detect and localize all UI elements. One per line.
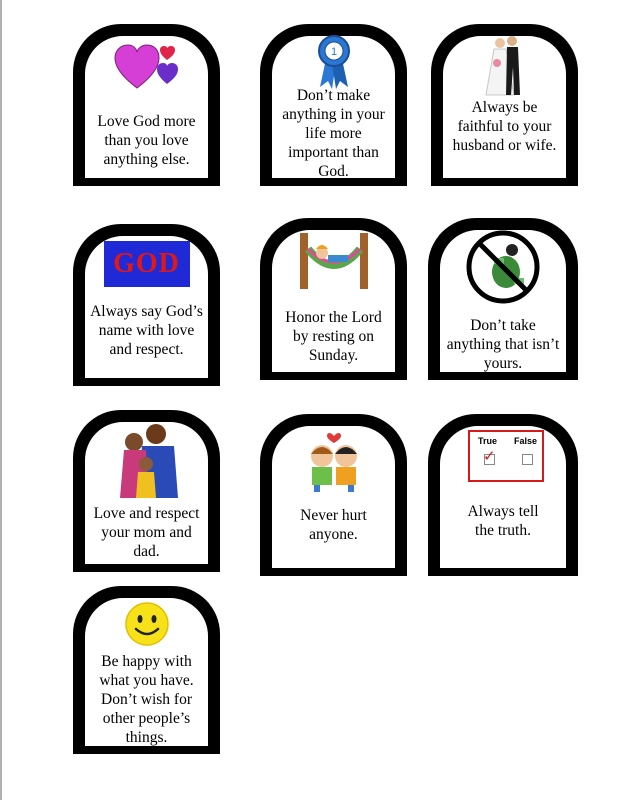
card-text: Love God more than you love anything else. <box>97 113 196 168</box>
true-label: True <box>478 436 498 446</box>
card-text: Never hurt anyone. <box>300 507 367 543</box>
family-icon <box>112 420 182 500</box>
card-text: Always be faithful to your husband or wife. <box>452 99 557 154</box>
god-sign-icon <box>104 241 190 287</box>
commandment-card-6 <box>428 218 578 380</box>
commandment-card-10 <box>73 586 220 754</box>
true-false-icon <box>468 430 544 482</box>
card-text: Love and respect your mom and dad. <box>93 505 200 560</box>
no-stealing-icon <box>464 228 542 306</box>
smiley-icon <box>124 601 170 647</box>
card-text: Always tell the truth. <box>467 503 539 539</box>
false-label: False <box>514 436 538 446</box>
ribbon-number: 1 <box>330 46 337 58</box>
card-text: Don’t make anything in your life more important than God. <box>282 87 385 180</box>
card-text: Honor the Lord by resting on Sunday. <box>285 309 382 364</box>
friends-icon <box>296 426 372 492</box>
commandment-card-5 <box>260 218 407 380</box>
check-mark-icon: ✓ <box>483 448 496 465</box>
commandment-card-9 <box>428 414 578 576</box>
god-sign-text: GOD <box>113 248 180 279</box>
commandment-card-8 <box>260 414 407 576</box>
commandment-card-3 <box>431 24 578 186</box>
commandment-card-2 <box>260 24 407 186</box>
hearts-icon <box>111 40 183 94</box>
award-ribbon-icon <box>314 35 354 91</box>
wedding-couple-icon <box>480 33 530 97</box>
commandment-card-4 <box>73 224 220 386</box>
commandment-card-1 <box>73 24 220 186</box>
card-text: Always say God’s name with love and respect. <box>90 303 203 358</box>
card-text: Be happy with what you have. Don’t wish for other people’s things. <box>99 653 194 746</box>
false-checkbox <box>522 454 533 465</box>
page-edge <box>0 0 2 800</box>
hammock-icon <box>294 231 374 291</box>
card-text: Don’t take anything that isn’t yours. <box>446 317 560 372</box>
commandment-card-7 <box>73 410 220 572</box>
